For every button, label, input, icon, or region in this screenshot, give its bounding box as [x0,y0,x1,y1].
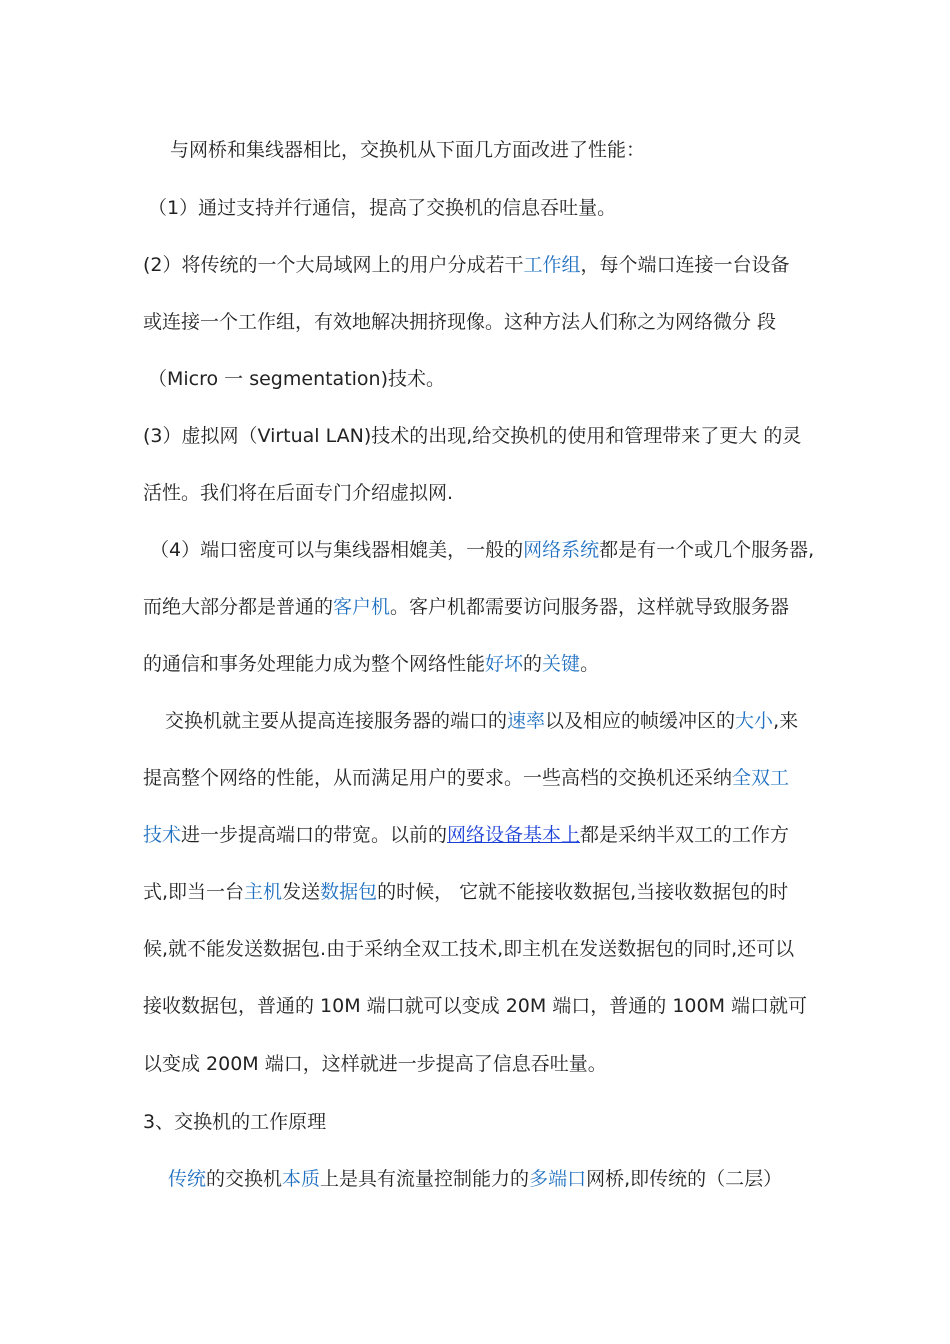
text-line [0,532,950,568]
text-line [0,475,950,511]
text-segment: 或连接一个工作组，有效地解决拥挤现像。这种方法人们称之为网络微分 段 [143,311,777,333]
text-segment: （Micro 一 segmentation)技术。 [148,368,446,390]
text-line [0,132,950,168]
text-segment: 都是采纳半双工的工作方 [580,824,790,846]
text-segment: 。客户机都需要访问服务器，这样就导致服务器 [390,596,790,618]
text-line [0,361,950,397]
keyword-link[interactable]: 全双工 [732,767,790,789]
text-line [0,988,950,1024]
text-line [0,646,950,682]
text-line [0,1104,950,1140]
text-segment: （1）通过支持并行通信，提高了交换机的信息吞吐量。 [148,197,617,219]
text-line [0,703,950,739]
keyword-link[interactable]: 工作组 [523,254,581,276]
keyword-link[interactable]: 客户机 [333,596,391,618]
text-line [0,1046,950,1082]
keyword-link[interactable]: 关键 [542,653,581,675]
text-segment: 都是有一个或几个服务器, [599,539,815,561]
text-segment: 活性。我们将在后面专门介绍虚拟网. [143,482,454,504]
keyword-link[interactable]: 速率 [507,710,546,732]
text-line [0,418,950,454]
text-segment: 以及相应的帧缓冲区的 [545,710,736,732]
text-segment: （4）端口密度可以与集线器相媲美，一般的 [150,539,524,561]
text-line [0,874,950,910]
keyword-link[interactable]: 技术 [143,824,182,846]
text-line [0,1161,950,1197]
text-line [0,247,950,283]
text-segment: 3、交换机的工作原理 [143,1111,327,1133]
text-segment: 接收数据包，普通的 10M 端口就可以变成 20M 端口，普通的 100M 端口就可 [143,995,808,1017]
text-segment: (2）将传统的一个大局域网上的用户分成若干 [143,254,524,276]
text-line [0,760,950,796]
text-segment: 以变成 200M 端口，这样就进一步提高了信息吞吐量。 [143,1053,607,1075]
text-segment: ,来 [773,710,799,732]
hyperlink[interactable]: 网络设备基本上 [447,824,581,846]
keyword-link[interactable]: 网络系统 [523,539,600,561]
text-segment: 式,即当一台 [143,881,245,903]
text-segment: (3）虚拟网（Virtual LAN)技术的出现,给交换机的使用和管理带来了更大 的灵 [143,425,802,447]
text-segment: ，每个端口连接一台设备 [580,254,790,276]
text-segment: 而绝大部分都是普通的 [143,596,334,618]
text-segment: 的 [523,653,543,675]
text-segment: 的交换机 [206,1168,283,1190]
text-line [0,931,950,967]
keyword-link[interactable]: 本质 [282,1168,321,1190]
text-segment: 的时候， 它就不能接收数据包,当接收数据包的时 [377,881,789,903]
keyword-link[interactable]: 大小 [735,710,774,732]
text-segment: 提高整个网络的性能，从而满足用户的要求。一些高档的交换机还采纳 [143,767,733,789]
text-line [0,817,950,853]
keyword-link[interactable]: 传统 [168,1168,207,1190]
text-segment: 网桥,即传统的（二层） [586,1168,783,1190]
keyword-link[interactable]: 多端口 [529,1168,587,1190]
keyword-link[interactable]: 数据包 [320,881,378,903]
text-segment: 发送 [282,881,321,903]
keyword-link[interactable]: 主机 [244,881,283,903]
text-segment: 的通信和事务处理能力成为整个网络性能 [143,653,486,675]
text-segment: 上是具有流量控制能力的 [320,1168,530,1190]
text-line [0,589,950,625]
text-segment: 与网桥和集线器相比，交换机从下面几方面改进了性能： [170,139,646,161]
text-line [0,304,950,340]
text-line [0,190,950,226]
keyword-link[interactable]: 好坏 [485,653,524,675]
text-segment: 。 [580,653,600,675]
text-segment: 进一步提高端口的带宽。以前的 [181,824,448,846]
text-segment: 候,就不能发送数据包.由于采纳全双工技术,即主机在发送数据包的同时,还可以 [143,938,795,960]
text-segment: 交换机就主要从提高连接服务器的端口的 [165,710,508,732]
